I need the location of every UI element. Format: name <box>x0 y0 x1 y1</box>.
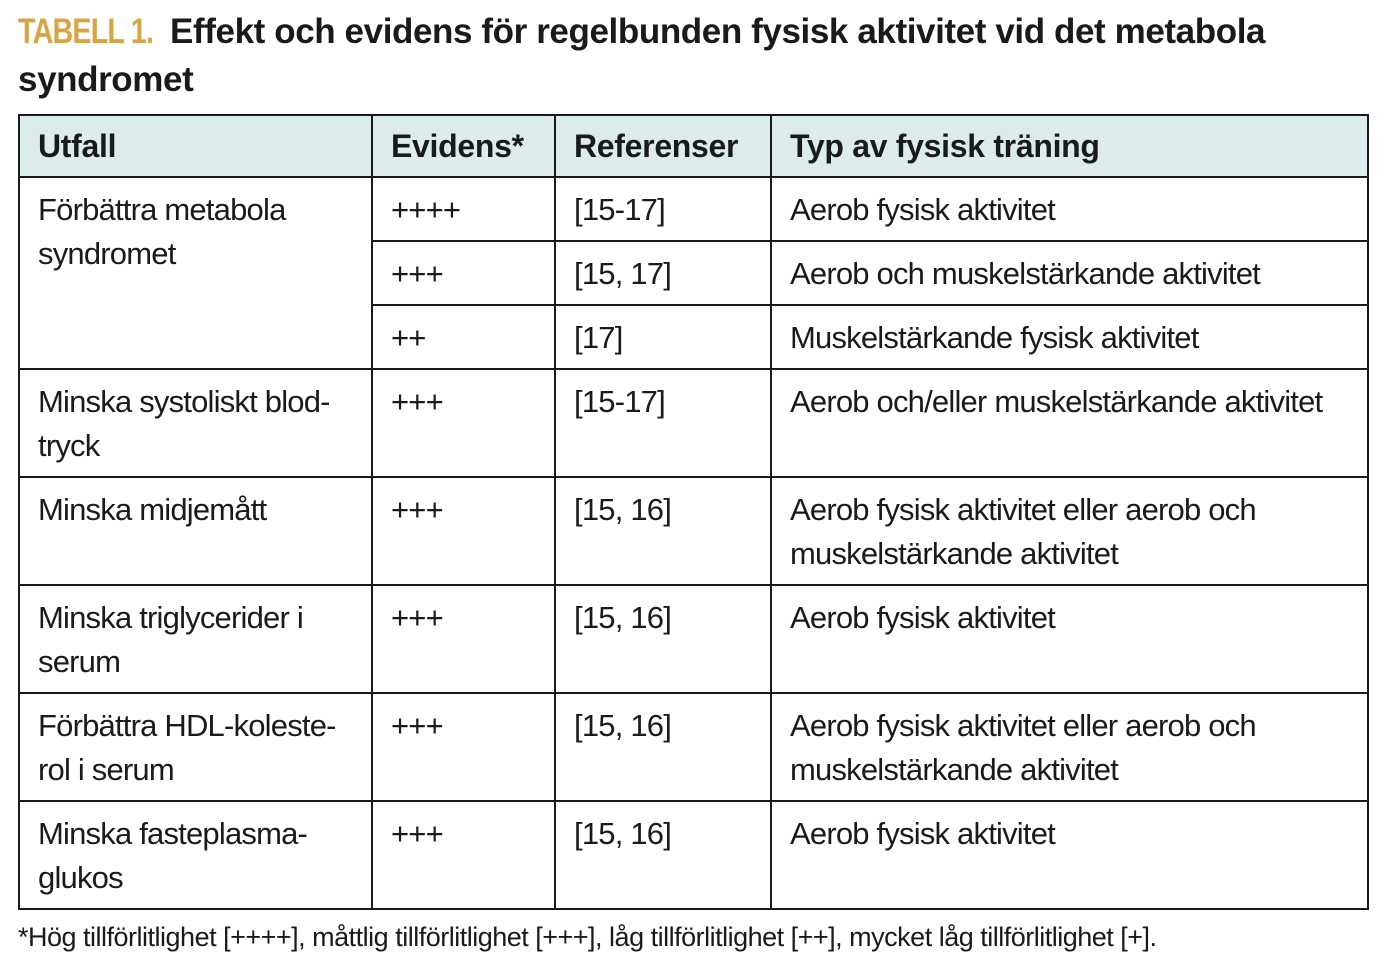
header-references: Referenser <box>555 115 771 177</box>
cell-training: Aerob fysisk aktivitet <box>771 585 1368 693</box>
cell-evidence: +++ <box>372 693 555 801</box>
cell-references: [15, 16] <box>555 693 771 801</box>
cell-references: [15-17] <box>555 177 771 241</box>
cell-training: Aerob fysisk aktivitet eller aerob och muskelstärkande aktivitet <box>771 477 1368 585</box>
table-footnote: *Hög tillförlitlighet [++++], måttlig tillförlitlighet [+++], låg tillförlitlighet [++], mycket låg tillförlitlighet [+]. <box>18 922 1157 952</box>
cell-training: Aerob fysisk aktivitet <box>771 177 1368 241</box>
table-header-row <box>19 115 1368 177</box>
cell-training: Aerob och muskelstärkande aktivitet <box>771 241 1368 305</box>
cell-outcome: Minska systoliskt blod-tryck <box>19 369 372 477</box>
cell-outcome: Förbättra metabola syndromet <box>19 177 372 369</box>
table-row <box>19 369 1368 477</box>
table-row <box>19 177 1368 241</box>
cell-evidence: ++ <box>372 305 555 369</box>
table-title-text: Effekt och evidens för regelbunden fysisk aktivitet vid det metabola syndromet <box>18 12 1266 99</box>
cell-references: [15, 17] <box>555 241 771 305</box>
cell-references: [15, 16] <box>555 477 771 585</box>
cell-training: Aerob fysisk aktivitet eller aerob och muskelstärkande aktivitet <box>771 693 1368 801</box>
cell-evidence: ++++ <box>372 177 555 241</box>
table-row <box>19 801 1368 909</box>
table-row <box>19 585 1368 693</box>
cell-references: [15, 16] <box>555 801 771 909</box>
header-training-type: Typ av fysisk träning <box>771 115 1368 177</box>
cell-outcome: Förbättra HDL-koleste-rol i serum <box>19 693 372 801</box>
table-title-label: TABELL 1. <box>18 12 154 51</box>
cell-outcome: Minska triglycerider i serum <box>19 585 372 693</box>
table-row <box>19 477 1368 585</box>
cell-outcome: Minska midjemått <box>19 477 372 585</box>
cell-outcome: Minska fasteplasma-glukos <box>19 801 372 909</box>
cell-training: Aerob fysisk aktivitet <box>771 801 1368 909</box>
cell-evidence: +++ <box>372 369 555 477</box>
cell-references: [15, 16] <box>555 585 771 693</box>
cell-evidence: +++ <box>372 585 555 693</box>
cell-training: Muskelstärkande fysisk aktivitet <box>771 305 1368 369</box>
cell-evidence: +++ <box>372 241 555 305</box>
evidence-table <box>18 114 1369 910</box>
cell-references: [15-17] <box>555 369 771 477</box>
header-evidence: Evidens* <box>372 115 555 177</box>
cell-training: Aerob och/eller muskelstärkande aktivitet <box>771 369 1368 477</box>
cell-references: [17] <box>555 305 771 369</box>
cell-evidence: +++ <box>372 477 555 585</box>
table-title <box>18 8 1378 104</box>
cell-evidence: +++ <box>372 801 555 909</box>
table-row <box>19 693 1368 801</box>
header-outcome: Utfall <box>19 115 372 177</box>
